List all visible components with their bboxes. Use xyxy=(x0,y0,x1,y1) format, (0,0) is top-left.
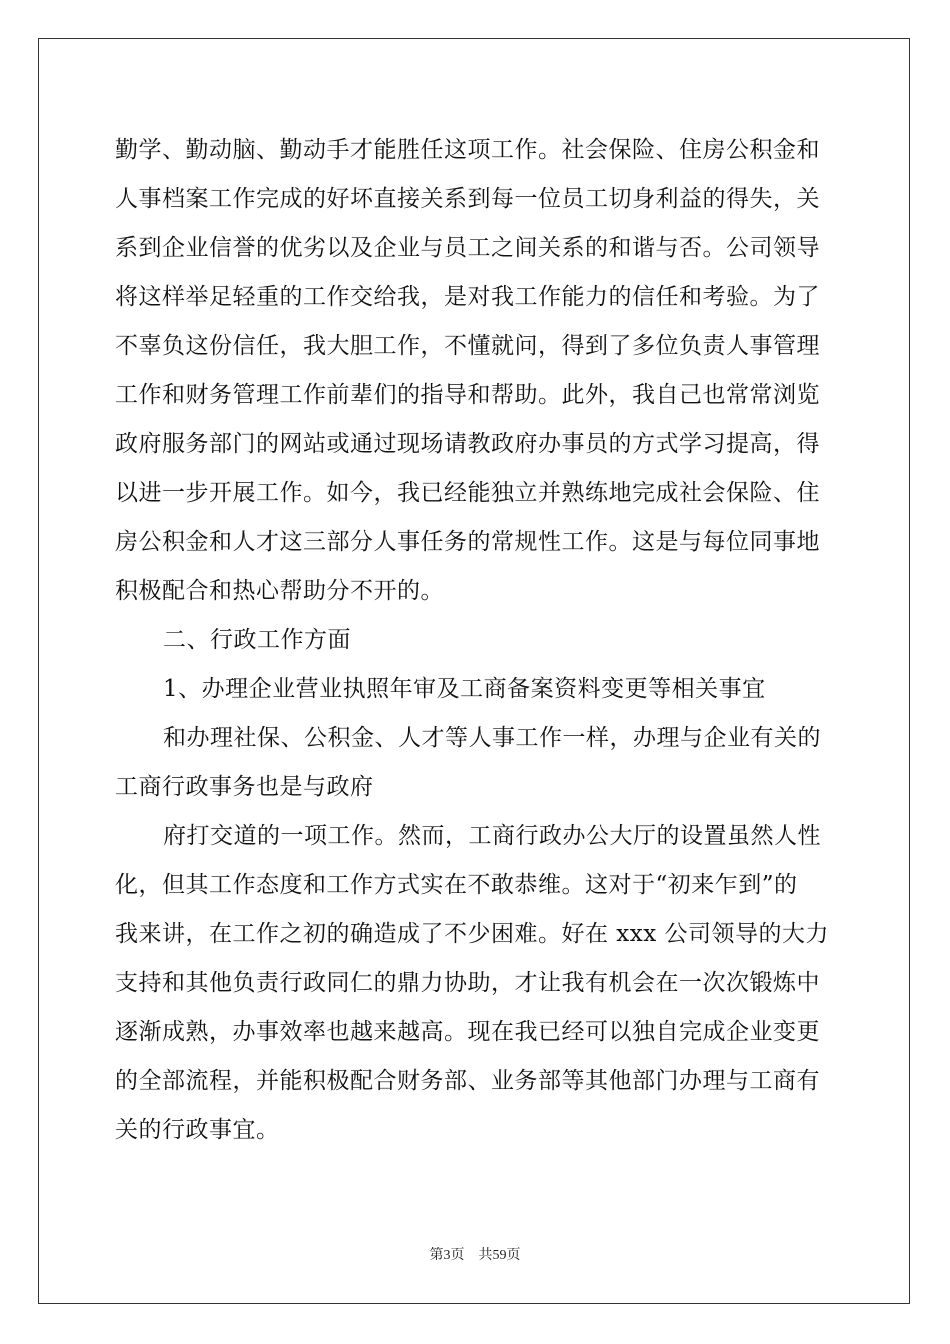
text-line: 二、行政工作方面 xyxy=(163,627,351,653)
text-line: 以进一步开展工作。如今，我已经能独立并熟练地完成社会保险、住 xyxy=(115,480,820,506)
text-line: 支持和其他负责行政同仁的鼎力协助，才让我有机会在一次次锻炼中 xyxy=(115,970,820,996)
text-line: 关的行政事宜。 xyxy=(115,1117,280,1143)
text-line: 系到企业信誉的优劣以及企业与员工之间关系的和谐与否。公司领导 xyxy=(115,235,820,261)
text-line: 不辜负这份信任，我大胆工作，不懂就问，得到了多位负责人事管理 xyxy=(115,333,820,359)
page-footer: 第3页 共59页 xyxy=(429,1248,521,1263)
text-line: 将这样举足轻重的工作交给我，是对我工作能力的信任和考验。为了 xyxy=(115,284,820,310)
text-line: 府打交道的一项工作。然而，工商行政办公大厅的设置虽然人性 xyxy=(163,823,821,849)
text-line: 勤学、勤动脑、勤动手才能胜任这项工作。社会保险、住房公积金和 xyxy=(115,137,820,163)
text-line: 的全部流程，并能积极配合财务部、业务部等其他部门办理与工商有 xyxy=(115,1068,820,1094)
text-line: 我来讲，在工作之初的确造成了不少困难。好在 xxx 公司领导的大力 xyxy=(115,921,830,947)
document-body xyxy=(115,126,835,1155)
text-line: 工商行政事务也是与政府 xyxy=(115,774,374,800)
text-line: 逐渐成熟，办事效率也越来越高。现在我已经可以独自完成企业变更 xyxy=(115,1019,820,1045)
text-line: 积极配合和热心帮助分不开的。 xyxy=(115,578,444,604)
text-line: 工作和财务管理工作前辈们的指导和帮助。此外，我自己也常常浏览 xyxy=(115,382,820,408)
text-line: 房公积金和人才这三部分人事任务的常规性工作。这是与每位同事地 xyxy=(115,529,820,555)
text-line: 和办理社保、公积金、人才等人事工作一样，办理与企业有关的 xyxy=(163,725,821,751)
text-line: 政府服务部门的网站或通过现场请教政府办事员的方式学习提高，得 xyxy=(115,431,820,457)
text-line: 化，但其工作态度和工作方式实在不敢恭维。这对于“初来乍到”的 xyxy=(115,872,798,898)
text-line: 人事档案工作完成的好坏直接关系到每一位员工切身利益的得失，关 xyxy=(115,186,820,212)
text-line: 1、办理企业营业执照年审及工商备案资料变更等相关事宜 xyxy=(163,676,766,702)
